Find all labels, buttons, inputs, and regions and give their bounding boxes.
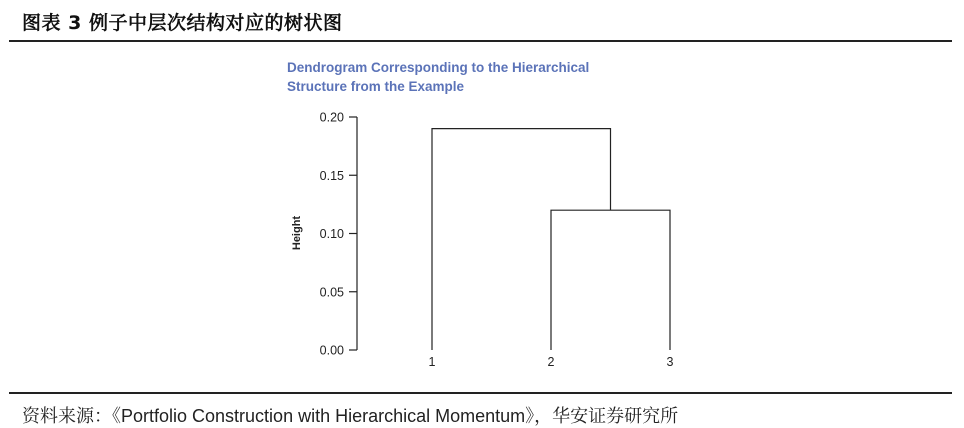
dendrogram-link	[432, 129, 611, 350]
dendrogram-link	[551, 210, 670, 350]
y-tick-label: 0.20	[319, 110, 344, 125]
source-prefix: 资料来源：	[22, 406, 112, 427]
dendrogram-links	[432, 129, 670, 350]
chart-title-line-2: Structure from the Example	[287, 79, 465, 94]
source-note	[22, 402, 678, 428]
y-axis-label: Height	[291, 215, 303, 251]
leaf-label: 1	[428, 355, 436, 369]
leaf-labels	[429, 355, 674, 369]
y-tick-label: 0.05	[319, 285, 344, 300]
leaf-label: 3	[666, 355, 674, 369]
y-axis-ticks	[320, 111, 357, 358]
bottom-rule	[9, 392, 952, 394]
y-tick-label: 0.00	[319, 343, 344, 358]
source-title: 《Portfolio Construction with Hierarchical Momentum》	[112, 406, 535, 426]
y-tick-label: 0.10	[319, 227, 344, 241]
figure-title: 图表 3 例子中层次结构对应的树状图	[22, 12, 343, 34]
source-suffix: ，华安证券研究所	[534, 406, 679, 427]
chart-title-line-1: Dendrogram Corresponding to the Hierarchical	[287, 60, 590, 75]
leaf-label: 2	[547, 355, 555, 369]
y-tick-label: 0.15	[319, 168, 344, 183]
